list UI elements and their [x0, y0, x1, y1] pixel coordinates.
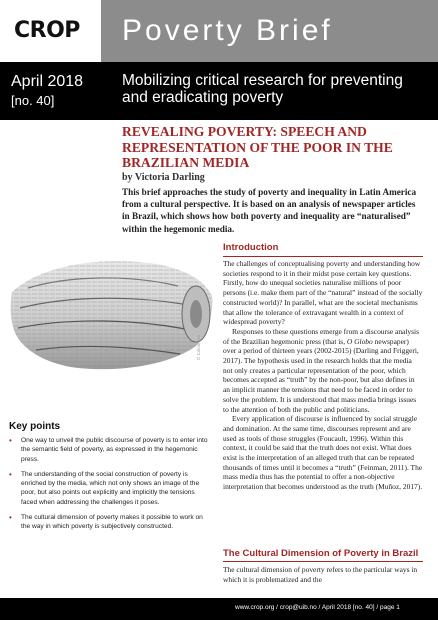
- key-point-item: • The understanding of the social construction of poverty is enriched by the media, which not only shows an image of the poor, but also points out explicitly and implicitly the tensions faced when addressing the challenges it poses.: [9, 470, 209, 507]
- heading-rule: [223, 561, 423, 562]
- key-points-title: Key points: [9, 421, 61, 432]
- introduction-body: [223, 259, 423, 492]
- issue-number: [no. 40]: [11, 93, 55, 108]
- key-point-item: • One way to unveil the public discourse of poverty is to enter into the semantic field of poverty, as expressed in the hegemonic press.: [9, 436, 209, 464]
- crop-logo: CROP: [14, 18, 80, 43]
- newspaper-photo: [8, 248, 216, 376]
- cultural-dimension-heading: The Cultural Dimension of Poverty in Brazil: [223, 548, 419, 559]
- article-title: REVEALING POVERTY: SPEECH AND REPRESENTATION OF THE POOR IN THE BRAZILIAN MEDIA: [122, 124, 393, 170]
- introduction-heading: Introduction: [223, 242, 279, 253]
- tagline: Mobilizing critical research for preventing and eradicating poverty: [122, 72, 403, 106]
- key-point-item: • The cultural dimension of poverty makes it possible to work on the way in which poverty is subjectively constructed.: [9, 513, 209, 532]
- publication-title: Poverty Brief: [122, 14, 333, 47]
- introduction-paragraph: Every application of discourse is influenced by social struggle and domination. At the same time, discourses represent and are used as tools of those struggles (Foucault, 1996). Within this context, it could be said that the truth does not exist. What does exist is the interpretation of an alleged truth that can be repeated thousands of times until it becomes a “truth” (Feinman, 2011). The mass media thus has the potential to offer a non-objective interpretation that becomes understood as the truth (Muñoz, 2017).: [223, 414, 423, 492]
- cultural-dimension-body: The cultural dimension of poverty refers to the particular ways in which it is problematized and the: [223, 565, 418, 584]
- issue-date: April 2018: [11, 73, 84, 90]
- byline: by Victoria Darling: [122, 172, 205, 183]
- footer-text: www.crop.org / crop@uib.no / April 2018 [no. 40] / page 1: [235, 604, 400, 611]
- heading-rule: [223, 256, 423, 257]
- key-points-list: [9, 436, 209, 538]
- introduction-paragraph: The challenges of conceptualising poverty and understanding how societies respond to it in their midst pose certain key questions. Firstly, how do unequal societies naturalise millions of poor persons (i.e. make them part of the “natural” instead of the socially constructed world)? In parallel, what are the societal mechanisms that allow the tolerance of extravagant wealth in a context of widespread poverty?: [223, 259, 423, 327]
- introduction-paragraph: Responses to these questions emerge from a discourse analysis of the Brazilian hegemonic press (that is, O Globo newspaper) over a period of thirteen years (2002-2015) (Darling and Friggeri, 2017). The hypothesis used in the research holds that the media not only creates a particular representation of the poor, which becomes accepted as “truth” by the non-poor, but also defines in an implicit manner the tensions that need to be faced in order to solve the problem. It is understood that mass media brings issues to the attention of both the public and politicians.: [223, 326, 420, 414]
- photo-credit: © Colourbox: [196, 334, 201, 360]
- abstract: This brief approaches the study of poverty and inequality in Latin America from a cultural perspective. It is based on an analysis of newspaper articles in Brazil, which shows how both poverty and inequality are “naturalised” within the hegemonic media.: [122, 187, 417, 234]
